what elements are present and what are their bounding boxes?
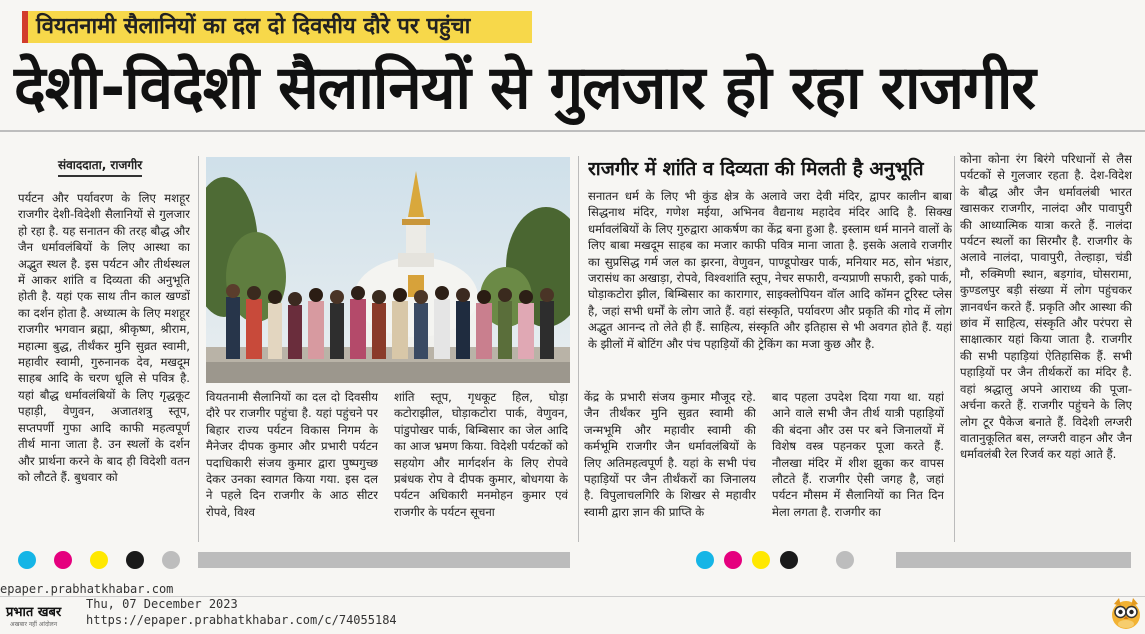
black-dot	[780, 551, 798, 569]
story-column-2: वियतनामी सैलानियों का दल दो दिवसीय दौरे पर राजगीर पहुंचा है. यहां पहुंचने पर बिहार राज्य पर्यटन विकास निगम के मैनेजर दीपक कुमार और प्रभारी पर्यटन पदाधिकारी संजय कुमार द्वारा पुष्पगुच्छ देकर उनका स्वागत किया गया. इस दल ने पहले दिन राजगीर के आठ सीटर रोपवे, विश्व	[206, 390, 378, 519]
news-photo	[206, 157, 570, 383]
yellow-dot	[752, 551, 770, 569]
magenta-dot	[54, 551, 72, 569]
publisher-tagline: अखबार नहीं आंदोलन	[10, 621, 58, 628]
secondary-headline: राजगीर में शांति व दिव्यता की मिलती है अनुभूति	[588, 158, 924, 180]
magenta-dot	[724, 551, 742, 569]
yellow-dot	[90, 551, 108, 569]
story-column-3: शांति स्तूप, गृधकूट हिल, घोड़ा कटोराझील, घोड़ाकटोरा पार्क, वेणुवन, पांडुपोखर पार्क, बिम्बिसार का जेल आदि का आज भ्रमण किया. विदेशी पर्यटकों को सहयोग और मार्गदर्शन के लिए रोपवे प्रबंधक रोप वे दीपक कुमार, बोधगया के पर्यटन अधिकारी मनमोहन कुमार एवं राजगीर के पर्यटन सूचना	[394, 390, 568, 519]
cyan-dot	[18, 551, 36, 569]
story-column-1: पर्यटन और पर्यावरण के लिए मशहूर राजगीर देशी-विदेशी सैलानियों से गुलजार हो रहा है. यह सनातन की तरह बौद्ध और जैन धर्मावलंबियों के लिए आस्था का अद्भुत स्थल है. इस पर्यटन और तीर्थस्थल में आकर शांति व दिव्यता की अनुभूति होती है. यहां एक साथ तीन काल खण्डों का दर्शन होता है. अध्यात्म के लिए मशहूर राजगीर भगवान ब्रह्मा, श्रीकृष्ण, श्रीराम, महात्मा बुद्ध, तीर्थंकर मुनि सुव्रत स्वामी, महावीर स्वामी, गुरुनानक देव, मखदूम साहब आदि के चरण धूलि से पवित्र है. यहां बौद्ध धर्मावलंबियों के लिए गृद्धकूट पहाड़ी, वेणुवन, अजातशत्रु स्तूप, सप्तपर्णी गुफा आदि काफी महत्वपूर्ण तीर्थ माना जाता है. उन स्थलों के दर्शन और प्रार्थना करने के बाद ही विदेशी वतन को लौटते हैं. बुधवार को	[18, 191, 190, 484]
registration-strip	[896, 552, 1131, 568]
page-headline: देशी-विदेशी सैलानियों से गुलजार हो रहा राजगीर	[14, 53, 1035, 123]
photo-illustration	[206, 157, 570, 383]
grey-dot	[162, 551, 180, 569]
headline-divider	[0, 130, 1145, 132]
article-link[interactable]: https://epaper.prabhatkhabar.com/c/74055184	[86, 613, 397, 627]
secondary-story-body: सनातन धर्म के लिए भी कुंड क्षेत्र के अलावे जरा देवी मंदिर, द्वापर कालीन बाबा सिद्धनाथ मंदिर, गणेश मईया, अभिनव वैद्यनाथ महादेव मंदिर आदि है. सिक्ख धर्मावलंबियों के लिए गुरुद्वारा आकर्षण का केंद्र बना हुआ है. इस्लाम धर्म मानने वालों के लिए बाबा मखदूम साहब का मजार काफी पवित्र माना जाता है. इसके अलावे राजगीर का सुप्रसिद्ध गर्म जल का झरना, वेणुवन, पाण्डूपोखर पार्क, मनियार मठ, सोन भंडार, जरासंध का अखाड़ा, रोपवे, विश्वशांति स्तूप, नेचर सफारी, वन्यप्राणी सफारी, इको पार्क, घोड़ाकटोरा झील, बिम्बिसार का कारागार, साइक्लोपियन वॉल आदि कॉमन टूरिस्ट प्लेस है, जहां सभी धर्मों के लोग जाते हैं. वहां संस्कृति, पर्यावरण और प्रकृति की गोद में लोग अद्भुत आनन्द तो लेते ही हैं. साहित्य, संस्कृति और इतिहास से भी अवगत होते हैं. यहां के झीलों में बोटिंग और पंच पहाड़ियों की ट्रेकिंग का मजा कुछ और है.	[588, 189, 952, 351]
column-divider	[954, 156, 955, 542]
kicker-text: वियतनामी सैलानियों का दल दो दिवसीय दौरे पर पहुंचा	[36, 14, 471, 39]
publisher-logo[interactable]: प्रभात खबर	[6, 605, 62, 620]
owl-icon	[1110, 596, 1142, 630]
grey-dot	[836, 551, 854, 569]
cyan-dot	[696, 551, 714, 569]
story-column-5: बाद पहला उपदेश दिया गया था. यहां आने वाले सभी जैन तीर्थ यात्री पहाड़ियों की बंदना और उस पर बने जिनालयों में विशेष वस्त्र पहनकर पूजा करते हैं. नौलखा मंदिर में शीश झुका कर वापस लौटते हैं. राजगीर ऐसी जगह है, जहां पर्यटन मौसम में सैलानियों का नित दिन मेला लगता है. राजगीर का	[772, 390, 944, 519]
registration-strip	[198, 552, 570, 568]
kicker-accent	[22, 11, 28, 43]
epaper-url-label: epaper.prabhatkhabar.com	[0, 582, 174, 596]
publication-date: Thu, 07 December 2023	[86, 597, 238, 611]
story-column-4: केंद्र के प्रभारी संजय कुमार मौजूद रहे. जैन तीर्थंकर मुनि सुव्रत स्वामी की जन्मभूमि और महावीर स्वामी की कर्मभूमि राजगीर जैन धर्मावलंबियों के लिए अतिमहत्वपूर्ण है. यहां के सभी पंच पहाड़ियों पर जैन तीर्थंकरों का जिनालय है. विपुलाचलगिरि के शिखर से महावीर स्वामी द्वारा ज्ञान की प्राप्ति के	[584, 390, 756, 519]
story-column-6: कोना कोना रंग बिरंगे परिधानों से लैस पर्यटकों से गुलजार रहता है. देश-विदेश के बौद्ध और जैन धर्मावलंबी भारत खासकर राजगीर, नालंदा और पावापुरी की आध्यात्मिक यात्रा करते हैं. नालंदा पर्यटन स्थलों का सिरमौर है. राजगीर के अलावे नालंदा, पावापुरी, तेल्हाड़ा, चंडी मौ, रुक्मिणी स्थान, बड़गांव, घोसरामा, कुण्डलपुर बड़ी संख्या में लोग पहुंचकर ज्ञानवर्धन करते हैं. प्रकृति और आस्था की छांव में साहित्य, संस्कृति और परंपरा से साक्षात्कार यहां किया जाता है. राजगीर की सभी पहाड़ियां ऐतिहासिक हैं. सभी पहाड़ियों पर जैन तीर्थकरों का मंदिर है. वहां श्रद्धालु अपने आराध्य की पूजा-अर्चना करते हैं. राजगीर पहुंचने के लिए लोग टूर पैकेज बनाते हैं. विदेशी लग्जरी वातानुकूलित बस, लग्जरी वाहन और जैन धर्मावलंबी रेल रिजर्व कर यहां आते हैं.	[960, 152, 1132, 462]
black-dot	[126, 551, 144, 569]
byline: संवाददाता, राजगीर	[58, 156, 142, 177]
column-divider	[198, 156, 199, 542]
column-divider	[578, 156, 579, 542]
